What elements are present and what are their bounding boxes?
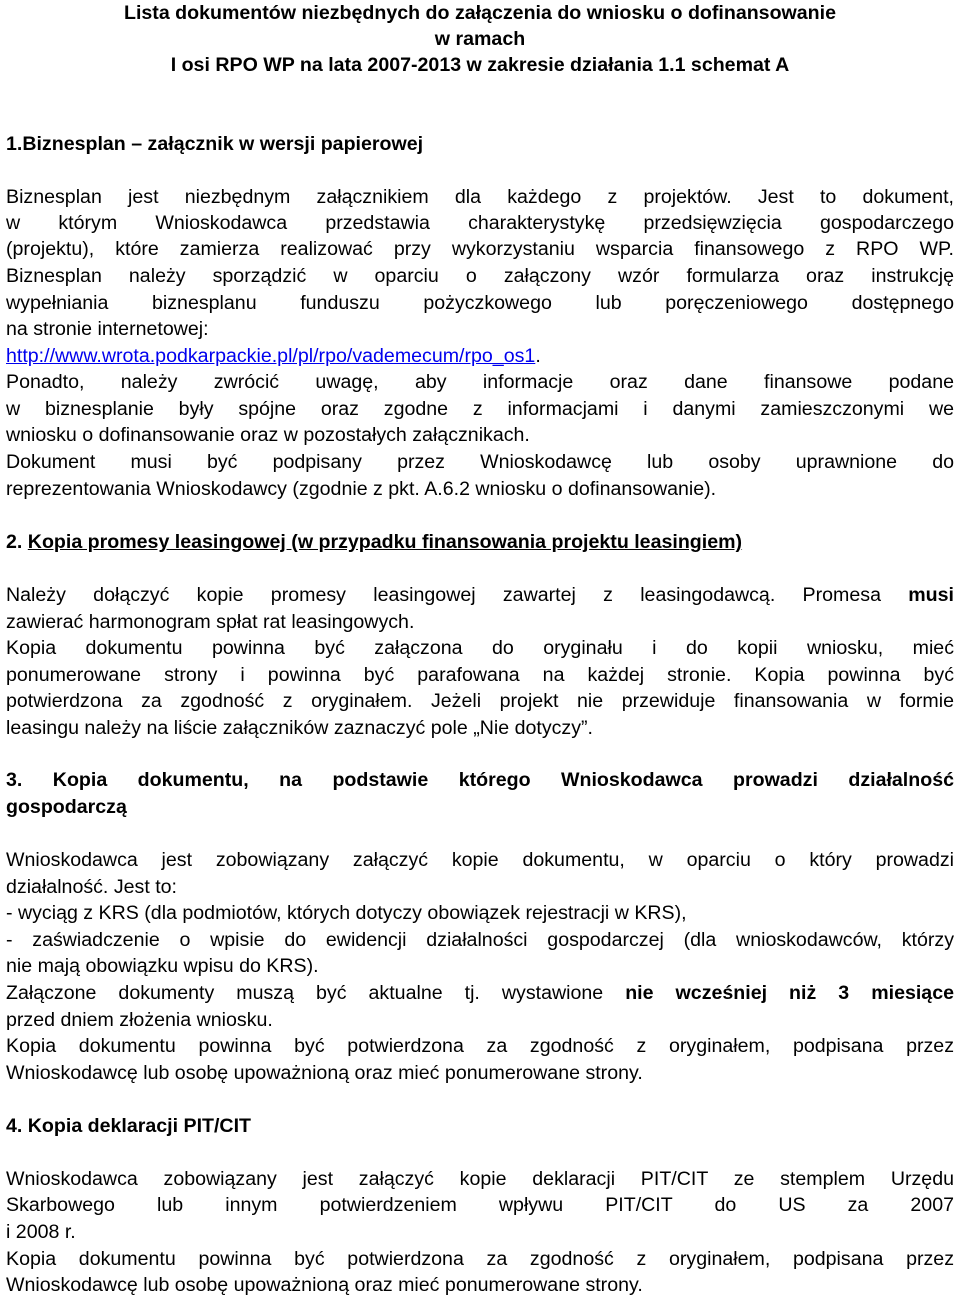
link-period: . <box>535 345 541 367</box>
section-2-text <box>6 582 954 608</box>
section-3-text <box>6 980 954 1006</box>
section-3-text: Kopia dokumentu powinna być potwierdzona za zgodność z oryginałem, podpisana przez <box>6 1035 954 1057</box>
section-3-text: Wnioskodawca jest zobowiązany załączyć kopie dokumentu, w oparciu o który prowadzi <box>6 849 954 871</box>
section-1-text: na stronie internetowej: <box>6 318 209 340</box>
section-2-text: Kopia dokumentu powinna być załączona do oryginału i do kopii wniosku, mieć <box>6 637 954 659</box>
section-3-list-item: - wyciąg z KRS (dla podmiotów, których dotyczy obowiązek rejestracji w KRS), <box>6 902 687 924</box>
section-3-text: działalność. Jest to: <box>6 876 177 898</box>
section-1-text: wypełniania biznesplanu funduszu pożyczkowego lub poręczeniowego dostępnego <box>6 292 954 314</box>
section-2-text: leasingu należy na liście załączników zaznaczyć pole „Nie dotyczy”. <box>6 717 593 739</box>
section-2-text-part: Należy dołączyć kopie promesy leasingowej zawartej z leasingodawcą. Promesa <box>6 584 881 606</box>
section-4-text: Wnioskodawca zobowiązany jest załączyć kopie deklaracji PIT/CIT ze stemplem Urzędu <box>6 1168 954 1190</box>
section-3-list-item: - zaświadczenie o wpisie do ewidencji działalności gospodarczej (dla wnioskodawców, którzy <box>6 929 954 951</box>
section-3-heading: 3. Kopia dokumentu, na podstawie którego Wnioskodawca prowadzi działalność <box>6 769 954 791</box>
doc-title-line-2: w ramach <box>434 28 526 50</box>
section-1-text: wniosku o dofinansowanie oraz w pozostałych załącznikach. <box>6 424 530 446</box>
section-1-text: Ponadto, należy zwrócić uwagę, aby informacje oraz dane finansowe podane <box>6 371 954 393</box>
section-1-link-line <box>6 343 954 369</box>
section-2-bold-must: musi <box>908 584 954 606</box>
section-2-number: 2. <box>6 531 23 553</box>
section-3-text: nie mają obowiązku wpisu do KRS). <box>6 955 319 977</box>
section-4-text: Skarbowego lub innym potwierdzeniem wpływu PIT/CIT do US za 2007 <box>6 1194 954 1216</box>
section-1-text: Biznesplan jest niezbędnym załącznikiem dla każdego z projektów. Jest to dokument, <box>6 186 954 208</box>
section-3-text-part: Załączone dokumenty muszą być aktualne tj. wystawione <box>6 982 604 1004</box>
section-4-text: Wnioskodawcę lub osobę upoważnioną oraz mieć ponumerowane strony. <box>6 1274 643 1296</box>
doc-title-line-3: I osi RPO WP na lata 2007-2013 w zakresie działania 1.1 schemat A <box>170 54 790 76</box>
section-2-text: zawierać harmonogram spłat rat leasingowych. <box>6 611 415 633</box>
section-3-bold-deadline: nie wcześniej niż 3 miesiące <box>625 982 954 1004</box>
section-1-text: Biznesplan należy sporządzić w oparciu o załączony wzór formularza oraz instrukcję <box>6 265 954 287</box>
section-2-text: ponumerowane strony i powinna być parafowana na każdej stronie. Kopia powinna być <box>6 664 954 686</box>
section-1-text: w biznesplanie były spójne oraz zgodne z informacjami i danymi zamieszczonymi we <box>6 398 954 420</box>
section-3-text: przed dniem złożenia wniosku. <box>6 1009 273 1031</box>
doc-title-line-1: Lista dokumentów niezbędnych do załączenia do wniosku o dofinansowanie <box>124 2 836 24</box>
section-1-text: reprezentowania Wnioskodawcy (zgodnie z pkt. A.6.2 wniosku o dofinansowanie). <box>6 478 717 500</box>
section-3-heading-cont: gospodarczą <box>6 796 127 818</box>
section-1-text: Dokument musi być podpisany przez Wnioskodawcę lub osoby uprawnione do <box>6 451 954 473</box>
section-1-text: w którym Wnioskodawca przedstawia charakterystykę przedsięwzięcia gospodarczego <box>6 212 954 234</box>
section-2-heading <box>6 529 954 555</box>
section-4-heading: 4. Kopia deklaracji PIT/CIT <box>6 1115 251 1137</box>
section-4-text: i 2008 r. <box>6 1221 76 1243</box>
section-4-text: Kopia dokumentu powinna być potwierdzona za zgodność z oryginałem, podpisana przez <box>6 1248 954 1270</box>
section-1-heading: 1.Biznesplan – załącznik w wersji papierowej <box>6 133 424 155</box>
vademecum-link[interactable]: http://www.wrota.podkarpackie.pl/pl/rpo/vademecum/rpo_os1 <box>6 345 536 367</box>
section-2-text: potwierdzona za zgodność z oryginałem. Jeżeli projekt nie przewiduje finansowania w formie <box>6 690 954 712</box>
section-3-text: Wnioskodawcę lub osobę upoważnioną oraz mieć ponumerowane strony. <box>6 1062 643 1084</box>
section-1-text: (projektu), które zamierza realizować przy wykorzystaniu wsparcia finansowego z RPO WP. <box>6 238 954 260</box>
section-2-title: Kopia promesy leasingowej (w przypadku finansowania projektu leasingiem) <box>27 531 743 553</box>
